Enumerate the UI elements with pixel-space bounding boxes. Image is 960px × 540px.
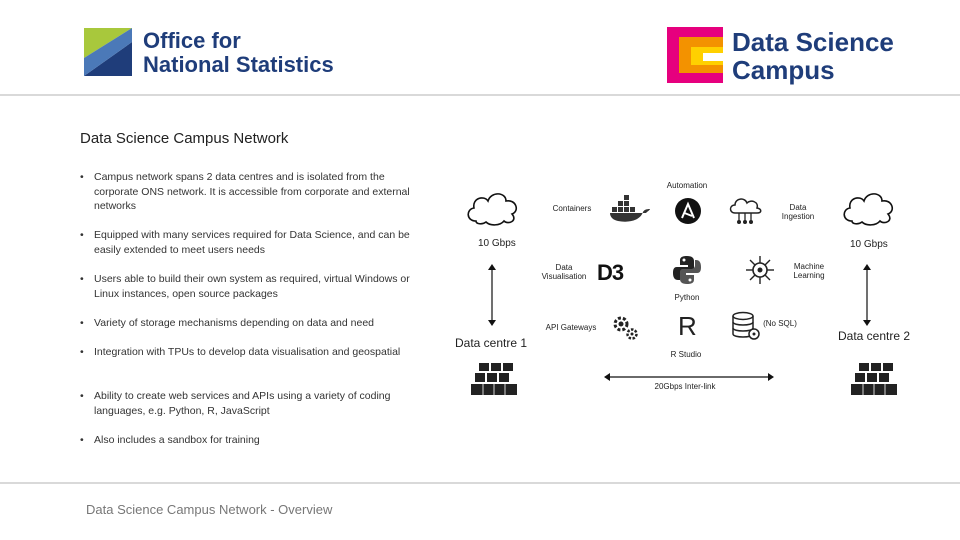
gears-icon [610,313,640,341]
dsc-logo-text [732,28,894,84]
footer-divider [0,482,960,484]
dsc-logo-mark-icon [667,27,723,83]
database-icon [731,311,761,341]
bullet-item: • Equipped with many services required for Data Science, and can be easily extended to meet users needs [80,228,410,257]
ons-logo-mark-icon [84,28,132,76]
left-link-arrow [487,264,497,326]
cloud-network-icon [727,195,763,225]
python-icon [671,254,703,286]
docker-icon [610,195,650,223]
interlink-arrow [604,372,774,382]
r-logo: R [678,311,697,341]
header-divider [0,94,960,96]
data-ingestion-label: Data Ingestion [781,203,815,221]
bullet-item: • Campus network spans 2 data centres and is isolated from the corporate ONS network. It is accessible from corporate and external networks [80,170,410,213]
bullet-item: • Variety of storage mechanisms depending on data and need [80,316,410,330]
ons-logo-line2: National Statistics [143,52,334,77]
nosql-label: (No SQL) [763,319,797,328]
cloud-icon [464,187,522,227]
bullet-list [80,170,410,447]
datacentre-2-label: Data centre 2 [838,329,911,343]
server-rack-icon [851,363,897,397]
dsc-logo-line2: Campus [732,55,835,85]
right-link-arrow [862,264,872,326]
python-label: Python [674,293,700,302]
d3-logo: D3 [597,260,624,285]
containers-label: Containers [552,204,592,213]
automation-label: Automation [666,181,708,190]
ansible-icon [674,197,702,225]
cloud-icon [840,187,898,227]
machine-learning-icon [744,254,776,286]
bullet-item: • Also includes a sandbox for training [80,433,410,447]
slide-title: Data Science Campus Network [80,130,289,147]
api-gateways-label: API Gateways [545,323,597,332]
server-rack-icon [471,363,517,397]
right-link-speed: 10 Gbps [850,239,888,250]
bullet-item: • Integration with TPUs to develop data visualisation and geospatial [80,345,410,374]
bullet-item: • Users able to build their own system as required, virtual Windows or Linux instances, open source packages [80,272,410,301]
dsc-logo-line1: Data Science [732,27,894,57]
footer-text: Data Science Campus Network - Overview [86,502,333,517]
ons-logo-text [143,29,334,77]
machine-learning-label: Machine Learning [793,262,825,280]
interlink-label: 20Gbps Inter-link [654,382,716,391]
left-link-speed: 10 Gbps [478,238,516,249]
data-visualisation-label: Data Visualisation [541,263,587,281]
ons-logo-line1: Office for [143,28,241,53]
datacentre-1-label: Data centre 1 [455,336,528,350]
r-studio-label: R Studio [670,350,702,359]
bullet-item: • Ability to create web services and APIs using a variety of coding languages, e.g. Python, R, JavaScript [80,389,410,418]
